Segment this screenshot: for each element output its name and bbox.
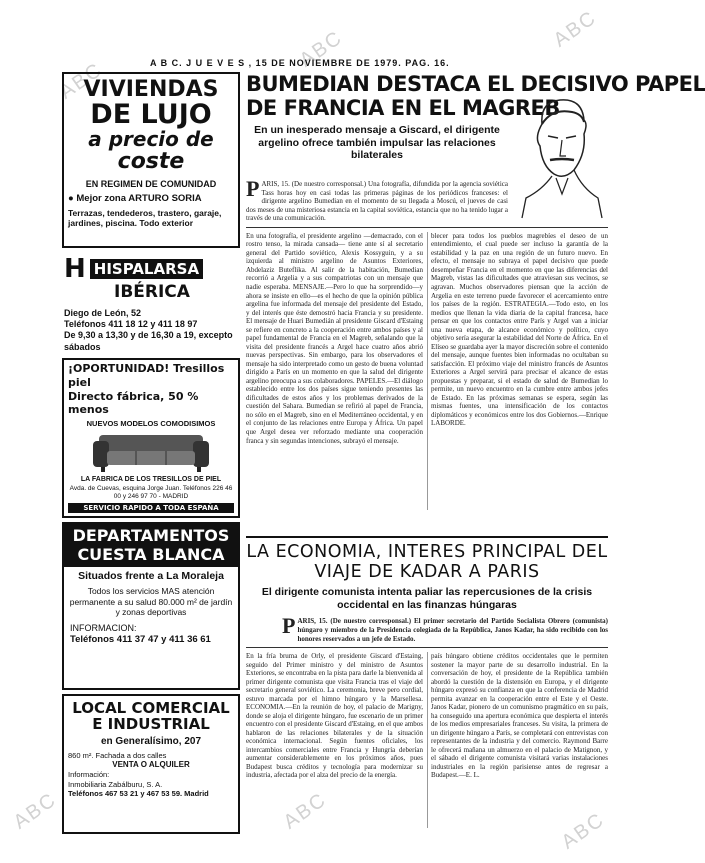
ad-viviendas-regimen: EN REGIMEN DE COMUNIDAD	[85, 178, 217, 189]
ad-hispalarsa-address: Diego de León, 52	[64, 307, 142, 318]
ad-cuesta-title: DEPARTAMENTOS	[64, 524, 238, 545]
ad-local-phones: Teléfonos 467 53 21 y 467 53 59. Madrid	[68, 789, 209, 799]
ad-viviendas-zona-text: Mejor zona ARTURO SORIA	[76, 192, 202, 204]
article-kadar-headline-2: VIAJE DE KADAR A PARIS	[314, 562, 540, 583]
article-kadar-body-col1: En la fría bruma de Orly, el presidente Giscard d'Estaing, seguido del Primer ministro y del ministro de Asuntos Exteriores, se encontraba en la pista para darle la bienvenida al primer dirigente comunista que visita Francia tras el viaje del secretario general soviético. La ceremonia, breve pero cordial, estuvo marcada por el himno húngaro y la Marsellesa. ECONOMIA.—En la reunión de hoy, el palacio de Marigny, donde se aloja el dirigente húngaro, fue escenario de un primer encuentro con el presidente Giscard d'Estaing, en el que ambos hablaron de las relaciones bilaterales y de la situación económica internacional. Según fuentes oficiales, los intercambios comerciales entre Francia y Hungría deberían aumentar considerablemente en los próximos años, pues Budapest busca créditos y tecnología para modernizar su industria, afectada por el alza del precio de la energía.	[246, 652, 423, 780]
ad-cuesta-phones: Teléfonos 411 37 47 y 411 36 61	[70, 634, 211, 646]
article-kadar-lead-text: ARIS, 15. (De nuestro corresponsal.) El primer secretario del Partido Socialista Obrero (comunista) húngaro y miembro de la Presidencia colegiada de la República, Janos Kadar, ha sido recibido con los honores reservados a un jefe de Estado.	[297, 617, 608, 643]
article-kadar-headline: LA ECONOMIA, INTERES PRINCIPAL DEL	[246, 542, 608, 562]
article-kadar-body	[246, 652, 608, 828]
article-bumedian-body-col2: blecer para todos los pueblos magrebíes el deseo de un entendimiento, el cual puede ser incluso la garantía de la estabilidad y la paz en una región de un futuro nuevo. En efecto, el mensaje no subraya el papel decisivo que puede desempeñar Francia en el momento en que las diferencias del Magreb, vistas las dificultades que atraviesan sus vecinos, se agravan. Muchos observadores piensan que la acción de Argelia en este terreno puede favorecer el acercamiento entre los países de la región. ESTRATEGIA.—Todo esto, en los medios que llenan la vida diaria de la capital francesa, hace pensar en que los contactos entre París y Argel van a iniciar una nueva etapa, de alcance económico y político, cuyo objetivo sería asegurar la estabilidad del Norte de África. En el Elíseo se guardaba ayer la mayor discreción sobre el contenido del mensaje, aunque fuentes bien informadas no ocultaban su satisfacción. El próximo viaje del ministro francés de Asuntos Exteriores a Argel servirá para precisar el alcance de estas propuestas y preparar, si el estado de salud de Bumedian lo permite, un nuevo encuentro en la cumbre entre ambos jefes de Estado. En las próximas semanas se espera, según las mismas fuentes, una intensificación de los contactos diplomáticos y económicos entre los dos Gobiernos.—Enrique LABORDE.	[431, 231, 608, 428]
ad-hispalarsa	[62, 252, 240, 358]
ad-viviendas-de-lujo	[62, 72, 240, 248]
ad-hispalarsa-phones: Teléfonos 411 18 12 y 411 18 97	[64, 319, 198, 330]
ad-local-comercial	[62, 694, 240, 834]
article-kadar-deck: El dirigente comunista intenta paliar las repercusiones de la crisis occidental en las finanzas húngaras	[261, 586, 593, 611]
watermark-bottom-center: ABC	[279, 788, 331, 834]
ad-local-size: 860 m². Fachada a dos calles	[68, 751, 167, 760]
page-header: A B C. J U E V E S , 15 DE NOVIEMBRE DE 1979. PAG. 16.	[150, 58, 450, 68]
ad-tresillos-models: NUEVOS MODELOS COMODISIMOS	[86, 419, 216, 428]
ad-viviendas-title-2: DE LUJO	[90, 99, 212, 131]
ad-tresillos-piel	[62, 358, 240, 518]
ad-viviendas-title: VIVIENDAS	[83, 77, 219, 102]
article-separator	[246, 536, 608, 538]
ad-local-street: en Generalísimo, 207	[100, 735, 202, 747]
ad-tresillos-service: SERVICIO RAPIDO A TODA ESPAÑA	[68, 503, 234, 513]
watermark-top-left: ABC	[55, 58, 107, 104]
ad-cuesta-info: INFORMACION:	[70, 623, 137, 633]
article-bumedian-deck: En un inesperado mensaje a Giscard, el dirigente argelino ofrece también impulsar las relaciones bilaterales	[254, 124, 500, 162]
bumedian-portrait-icon	[512, 94, 606, 222]
ad-viviendas-price: a precio de	[88, 127, 214, 152]
article-kadar-dropcap: P	[282, 613, 296, 639]
article-bumedian-lead-text: ARIS, 15. (De nuestro corresponsal.) Una fotografía, difundida por la agencia soviética Tass horas hoy en casi todas las primeras páginas de los periódicos franceses: el dirigente argelino Bumedian en el momento de su llegada a Moscú, el jueves de casi dos meses de una misteriosa estancia en la capital soviética, estancia que no ha tenido lugar a través de una comunicación.	[246, 180, 508, 223]
ad-local-agent: Inmobiliaria Zabálburu, S. A.	[68, 779, 163, 789]
divider	[246, 227, 608, 228]
ad-viviendas-features: Terrazas, tendederos, trastero, garaje, jardines, piscina. Todo exterior	[68, 207, 222, 229]
ad-viviendas-zona	[68, 193, 234, 205]
article-kadar-lead	[246, 613, 608, 643]
ad-tresillos-factory: LA FABRICA DE LOS TRESILLOS DE PIEL	[80, 476, 222, 484]
bullet-icon: ●	[68, 192, 77, 204]
ad-hispalarsa-brand: HISPALARSA	[90, 259, 203, 279]
article-kadar-body-col2: país húngaro obtiene créditos occidentales que le permiten sostener la mayor parte de su desarrollo industrial. En la conversación de hoy, el presidente de la República también abordó la cuestión de la distensión en Europa, y el dirigente húngaro expresó su confianza en que la conferencia de Madrid permita avanzar en la cooperación entre el Este y el Oeste. Janos Kadar, pionero de un comunismo pragmático en su país, ha conseguido una apertura económica que despierta el interés de los medios empresariales franceses. Su visita, la primera de un dirigente húngaro a París, se completará con entrevistas con representantes de la industria y del comercio. Raymond Barre le ofrecerá mañana un almuerzo en el palacio de Matignon, y el sábado el dirigente comunista visitará varias instalaciones industriales en la región parisiense antes de regresar a Budapest.—E. L.	[431, 652, 608, 780]
ad-hispalarsa-hours: De 9,30 a 13,30 y de 16,30 a 19, excepto sábados	[64, 330, 233, 352]
article-bumedian-body	[246, 232, 608, 510]
ad-cuesta-title-2: CUESTA BLANCA	[64, 545, 238, 567]
ad-cuesta-details: Todos los servicios MAS atención permanente a su salud 80.000 m² de jardín y zonas deportivas	[69, 586, 233, 618]
article-bumedian-lead	[246, 176, 508, 223]
watermark-top-right: ABC	[549, 6, 601, 52]
watermark-bottom-right: ABC	[557, 808, 609, 854]
ad-tresillos-address: Avda. de Cuevas, esquina Jorge Juan. Teléfonos 226 46 00 y 246 97 70 - MADRID	[69, 485, 233, 501]
hispalarsa-logo-icon: H	[64, 254, 86, 284]
ad-local-title-2: E INDUSTRIAL	[92, 714, 210, 733]
article-bumedian	[246, 72, 705, 534]
divider	[246, 647, 608, 648]
main-content	[246, 72, 705, 847]
watermark-bottom-left: ABC	[9, 788, 61, 834]
ad-local-sale: VENTA O ALQUILER	[112, 760, 190, 770]
ad-local-title: LOCAL COMERCIAL	[72, 699, 230, 717]
ad-tresillos-title: ¡OPORTUNIDAD! Tresillos piel	[68, 362, 225, 389]
ad-cuesta-location: Situados frente a La Moraleja	[78, 570, 224, 582]
article-bumedian-body-col1: En una fotografía, el presidente argelino —demacrado, con el rostro tenso, la mirada cansada— tiene ante sí al secretario general del Partido soviético, Alexis Kossyguin, y a su izquierda al ministro argelino de Asuntos Exteriores, Abdelaziz Buteflika. Al salir de la habitación, Bumedian recorrió a Argelia y a sus compatriotas con un mensaje que nadie esperaba. MENSAJE.—Pero lo que ha sorprendido—y ahora se insiste en ello—es el hecho de que la opinión pública argelina fue informada del mensaje del presidente del Estado, y del interés que éste demostró hacia Francia y su presidente. El mensaje de Huari Bumedián al presidente Giscard d'Estaing se refiere en concreto a la cooperación entre ambos países y al papel fundamental de Francia en el Magreb, señalando que la visita del presidente francés a Argel hace cuatro años abrió nuevas perspectivas. Sin embargo, para los observadores el mensaje ha sido interpretado como un gesto de buena voluntad dirigido a París en un momento en que la salud del dirigente argelino preocupa a sus colaboradores. PAPELES.—El diálogo establecido entre los dos países sigue teniendo presentes las dificultades de estos años y los problemas derivados de la cuestión del Sahara. Bumedian se refirió al papel de Francia, no sólo en el Magreb, sino en el Mediterráneo occidental, y en el conjunto de las relaciones entre Europa y África. Un papel que Argel desea ver reforzado mediante una cooperación franca y sin segundas intenciones, subrayó el mensaje.	[246, 231, 423, 445]
article-bumedian-headline: BUMEDIAN DESTACA EL DECISIVO PAPEL	[246, 72, 705, 96]
ad-hispalarsa-logo-row	[64, 254, 238, 284]
sofa-icon	[91, 431, 211, 473]
article-bumedian-headline-2: DE FRANCIA EN EL MAGREB	[246, 96, 560, 121]
ad-viviendas-cost: coste	[117, 149, 185, 175]
article-kadar	[246, 542, 608, 842]
ad-cuesta-blanca	[62, 522, 240, 690]
ad-tresillos-direct: Directo fábrica, 50 % menos	[68, 389, 199, 417]
watermark-top-center: ABC	[295, 26, 347, 72]
article-bumedian-dropcap: P	[246, 176, 260, 202]
article-bumedian-deck-area	[246, 96, 608, 174]
ad-hispalarsa-brand-2: IBÉRICA	[114, 282, 190, 302]
advertisement-column	[62, 72, 240, 847]
ad-local-info: Información:	[68, 770, 110, 780]
